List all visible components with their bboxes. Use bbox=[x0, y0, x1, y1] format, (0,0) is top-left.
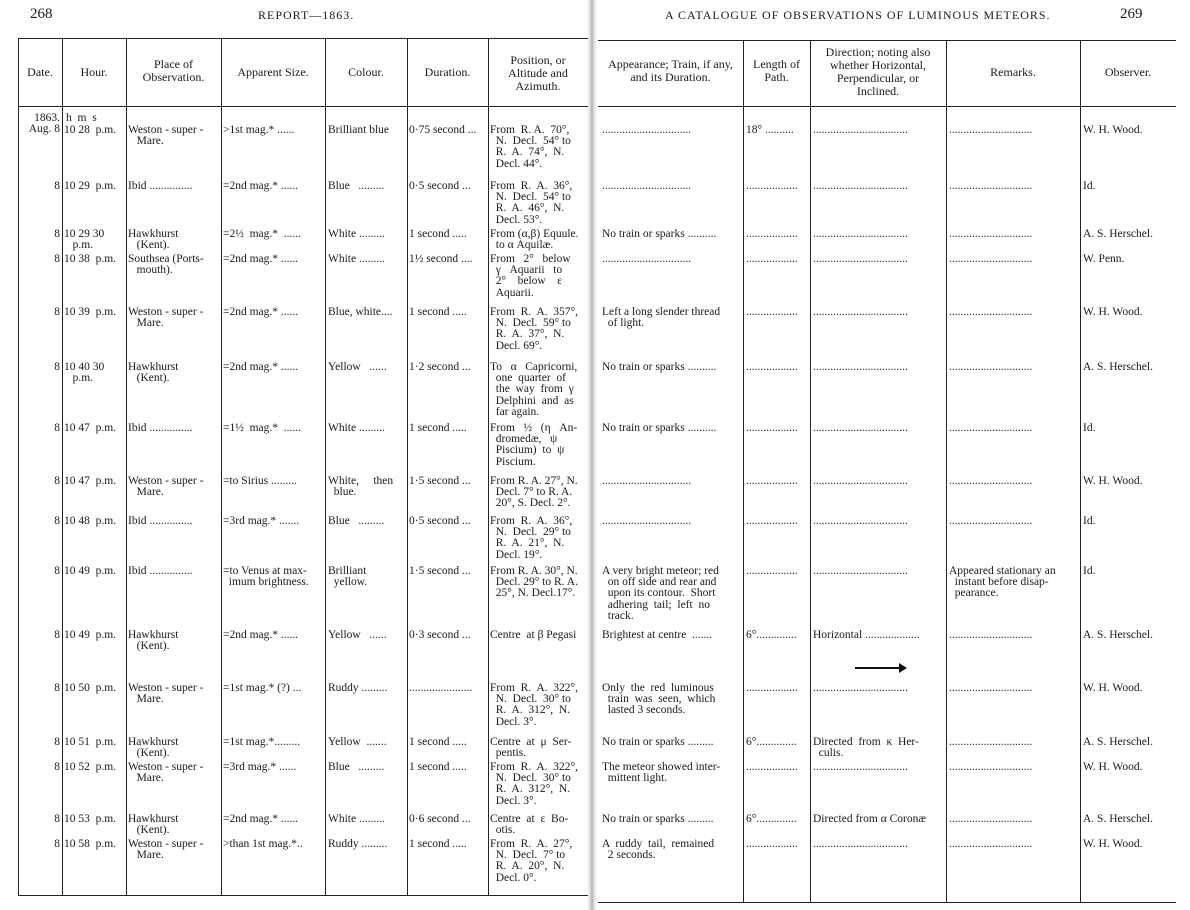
cell-length: .................. bbox=[746, 423, 798, 434]
col-header-hour: Hour. bbox=[80, 65, 108, 79]
cell-direction: ................................. bbox=[813, 229, 908, 240]
cell-duration: 1 second ..... bbox=[409, 762, 467, 773]
cell-appearance: Only the red luminous train was seen, which lasted 3 seconds. bbox=[602, 683, 716, 717]
cell-size: =3rd mag.* ...... bbox=[223, 762, 297, 773]
cell-observer: A. S. Herschel. bbox=[1083, 362, 1153, 373]
cell-duration: 1 second ..... bbox=[409, 423, 467, 434]
cell-size: =2nd mag.* ...... bbox=[223, 362, 299, 373]
cell-remarks: ............................. bbox=[949, 423, 1033, 434]
col-sep bbox=[488, 38, 489, 896]
cell-position: From R. A. 322°, N. Decl. 30° to R. A. 312°, N. Decl. 3°. bbox=[490, 683, 578, 728]
cell-observer: W. H. Wood. bbox=[1083, 762, 1143, 773]
cell-duration: 1·5 second ... bbox=[409, 476, 471, 487]
cell-length: .................. bbox=[746, 683, 798, 694]
cell-remarks: ............................. bbox=[949, 476, 1033, 487]
cell-duration: 1 second ..... bbox=[409, 737, 467, 748]
cell-place: Hawkhurst (Kent). bbox=[128, 814, 179, 837]
cell-observer: W. H. Wood. bbox=[1083, 476, 1143, 487]
cell-remarks: ............................. bbox=[949, 362, 1033, 373]
cell-colour: White ......... bbox=[328, 229, 385, 240]
cell-position: From R. A. 36°, N. Decl. 54° to R. A. 46°, N. Decl. 53°. bbox=[490, 181, 573, 226]
cell-hour: 10 38 p.m. bbox=[64, 254, 117, 265]
cell-remarks: Appeared stationary an instant before disap- pearance. bbox=[949, 566, 1056, 600]
cell-direction: Horizontal ................... bbox=[813, 630, 920, 641]
cell-direction: ................................. bbox=[813, 125, 908, 136]
cell-hour: 10 39 p.m. bbox=[64, 307, 117, 318]
cell-size: >1st mag.* ...... bbox=[223, 125, 295, 136]
cell-hour: 10 52 p.m. bbox=[64, 762, 117, 773]
cell-position: From R. A. 322°, N. Decl. 30° to R. A. 312°, N. Decl. 3°. bbox=[490, 762, 578, 807]
cell-appearance: ............................... bbox=[602, 181, 692, 192]
cell-direction: ................................. bbox=[813, 254, 908, 265]
cell-colour: White ......... bbox=[328, 254, 385, 265]
cell-appearance: ............................... bbox=[602, 254, 692, 265]
cell-size: =3rd mag.* ....... bbox=[223, 516, 300, 527]
right-top-rule bbox=[598, 40, 1176, 41]
cell-date: 8 bbox=[54, 229, 60, 240]
col-sep bbox=[62, 38, 63, 896]
cell-position: From R. A. 30°, N. Decl. 29° to R. A. 25°, N. Decl.17°. bbox=[490, 566, 578, 600]
cell-date: 8 bbox=[54, 516, 60, 527]
cell-direction: ................................. bbox=[813, 683, 908, 694]
cell-direction: ................................. bbox=[813, 423, 908, 434]
cell-observer: Id. bbox=[1083, 181, 1096, 192]
cell-direction: ................................. bbox=[813, 476, 908, 487]
book-spine bbox=[587, 0, 597, 910]
cell-colour: Yellow ...... bbox=[328, 362, 387, 373]
cell-place: Ibid ............... bbox=[128, 516, 193, 527]
cell-hour: 10 47 p.m. bbox=[64, 423, 117, 434]
cell-direction: ................................. bbox=[813, 181, 908, 192]
cell-direction: ................................. bbox=[813, 362, 908, 373]
cell-observer: W. H. Wood. bbox=[1083, 839, 1143, 850]
cell-duration: 1 second ..... bbox=[409, 307, 467, 318]
cell-remarks: ............................. bbox=[949, 762, 1033, 773]
cell-place: Weston - super - Mare. bbox=[128, 839, 204, 862]
cell-direction: ................................. bbox=[813, 516, 908, 527]
cell-date: 8 bbox=[54, 566, 60, 577]
cell-hour: 10 50 p.m. bbox=[64, 683, 117, 694]
cell-place: Southsea (Ports- mouth). bbox=[128, 254, 204, 277]
cell-date: 8 bbox=[54, 762, 60, 773]
cell-colour: Ruddy ......... bbox=[328, 839, 388, 850]
cell-observer: W. Penn. bbox=[1083, 254, 1125, 265]
cell-observer: A. S. Herschel. bbox=[1083, 229, 1153, 240]
cell-place: Weston - super - Mare. bbox=[128, 762, 204, 785]
cell-hour: 10 28 p.m. bbox=[64, 125, 117, 136]
cell-position: From R. A. 27°, N. Decl. 7° to R. A. 20°, S. Decl. 2°. bbox=[490, 476, 578, 510]
cell-observer: W. H. Wood. bbox=[1083, 125, 1143, 136]
cell-size: =2nd mag.* ...... bbox=[223, 307, 299, 318]
cell-duration: 1·2 second ... bbox=[409, 362, 471, 373]
cell-direction: ................................. bbox=[813, 566, 908, 577]
col-header-duration: Duration. bbox=[424, 65, 471, 79]
cell-duration: 0·6 second ... bbox=[409, 814, 471, 825]
cell-duration: ...................... bbox=[409, 683, 473, 694]
cell-hour: 10 58 p.m. bbox=[64, 839, 117, 850]
cell-place: Ibid ............... bbox=[128, 181, 193, 192]
cell-size: =to Sirius ......... bbox=[223, 476, 297, 487]
col-header-length: Length of Path. bbox=[753, 57, 800, 84]
cell-hour: 10 49 p.m. bbox=[64, 566, 117, 577]
cell-appearance: ............................... bbox=[602, 125, 692, 136]
cell-length: 18° .......... bbox=[746, 125, 794, 136]
cell-length: .................. bbox=[746, 229, 798, 240]
cell-appearance: No train or sparks .......... bbox=[602, 362, 717, 373]
col-header-appearance: Appearance; Train, if any, and its Duration. bbox=[608, 57, 733, 84]
cell-size: =1½ mag.* ...... bbox=[223, 423, 302, 434]
cell-length: .................. bbox=[746, 839, 798, 850]
cell-appearance: Left a long slender thread of light. bbox=[602, 307, 721, 330]
right-bottom-rule bbox=[598, 902, 1176, 903]
cell-hour: 10 53 p.m. bbox=[64, 814, 117, 825]
cell-size: =2½ mag.* ...... bbox=[223, 229, 302, 240]
cell-date: 8 bbox=[54, 630, 60, 641]
cell-direction: ................................. bbox=[813, 839, 908, 850]
cell-hour: 10 47 p.m. bbox=[64, 476, 117, 487]
cell-place: Weston - super - Mare. bbox=[128, 125, 204, 148]
left-page-title: REPORT—1863. bbox=[258, 8, 355, 22]
cell-observer: A. S. Herschel. bbox=[1083, 814, 1153, 825]
cell-date: 8 bbox=[54, 423, 60, 434]
cell-direction: ................................. bbox=[813, 307, 908, 318]
cell-length: 6°.............. bbox=[746, 737, 797, 748]
col-header-remarks: Remarks. bbox=[990, 65, 1036, 79]
cell-appearance: ............................... bbox=[602, 476, 692, 487]
cell-size: =2nd mag.* ...... bbox=[223, 181, 299, 192]
cell-position: Centre at ε Bo- otis. bbox=[490, 814, 569, 837]
cell-length: 6°.............. bbox=[746, 630, 797, 641]
cell-length: .................. bbox=[746, 181, 798, 192]
col-header-position: Position, or Altitude and Azimuth. bbox=[508, 53, 568, 93]
cell-date: 8 bbox=[54, 362, 60, 373]
cell-remarks: ............................. bbox=[949, 254, 1033, 265]
cell-date: 8 bbox=[54, 476, 60, 487]
left-page-number: 268 bbox=[30, 6, 53, 22]
cell-position: From (α,β) Equule. to α Aquilæ. bbox=[490, 229, 579, 252]
cell-date: 1863. Aug. 8 bbox=[28, 113, 60, 136]
col-header-colour: Colour. bbox=[348, 65, 384, 79]
cell-position: From 2° below γ Aquarii to 2° below ε Aquarii. bbox=[490, 254, 571, 299]
cell-appearance: No train or sparks .......... bbox=[602, 423, 717, 434]
cell-date: 8 bbox=[54, 737, 60, 748]
cell-hour: 10 49 p.m. bbox=[64, 630, 117, 641]
col-sep bbox=[407, 38, 408, 896]
cell-appearance: Brightest at centre ....... bbox=[602, 630, 713, 641]
cell-appearance: A very bright meteor; red on off side and rear and upon its contour. Short adhering tail; left no track. bbox=[602, 566, 719, 622]
col-header-date: Date. bbox=[27, 65, 53, 79]
cell-place: Hawkhurst (Kent). bbox=[128, 362, 179, 385]
cell-place: Hawkhurst (Kent). bbox=[128, 229, 179, 252]
cell-size: =2nd mag.* ...... bbox=[223, 630, 299, 641]
cell-hour: 10 29 30 p.m. bbox=[64, 229, 105, 252]
col-sep bbox=[810, 40, 811, 903]
cell-colour: Blue ......... bbox=[328, 516, 385, 527]
cell-remarks: ............................. bbox=[949, 839, 1033, 850]
cell-duration: 1 second ..... bbox=[409, 839, 467, 850]
cell-length: .................. bbox=[746, 566, 798, 577]
col-sep bbox=[18, 38, 19, 896]
col-sep bbox=[126, 38, 127, 896]
cell-observer: Id. bbox=[1083, 423, 1096, 434]
col-sep bbox=[1080, 40, 1081, 903]
cell-remarks: ............................. bbox=[949, 630, 1033, 641]
col-sep bbox=[325, 38, 326, 896]
cell-duration: 0·5 second ... bbox=[409, 516, 471, 527]
cell-duration: 1½ second .... bbox=[409, 254, 473, 265]
cell-direction: Directed from α Coronæ bbox=[813, 814, 927, 825]
cell-remarks: ............................. bbox=[949, 181, 1033, 192]
cell-duration: 0·75 second ... bbox=[409, 125, 477, 136]
cell-observer: W. H. Wood. bbox=[1083, 683, 1143, 694]
cell-colour: White ......... bbox=[328, 814, 385, 825]
cell-observer: A. S. Herschel. bbox=[1083, 630, 1153, 641]
cell-place: Ibid ............... bbox=[128, 423, 193, 434]
left-header-rule bbox=[18, 106, 588, 107]
cell-position: From ½ (η An- dromedæ, ψ Piscium) to ψ Piscium. bbox=[490, 423, 578, 468]
cell-appearance: No train or sparks .......... bbox=[602, 229, 717, 240]
cell-size: =2nd mag.* ...... bbox=[223, 254, 299, 265]
cell-place: Weston - super - Mare. bbox=[128, 307, 204, 330]
col-header-observer: Observer. bbox=[1104, 65, 1152, 79]
cell-size: =1st mag.*......... bbox=[223, 737, 301, 748]
cell-colour: Blue ......... bbox=[328, 181, 385, 192]
cell-date: 8 bbox=[54, 307, 60, 318]
cell-hour: 10 29 p.m. bbox=[64, 181, 117, 192]
cell-appearance: ............................... bbox=[602, 516, 692, 527]
cell-position: Centre at β Pegasi bbox=[490, 630, 577, 641]
cell-appearance: No train or sparks ......... bbox=[602, 814, 714, 825]
cell-appearance: No train or sparks ......... bbox=[602, 737, 714, 748]
cell-length: 6°.............. bbox=[746, 814, 797, 825]
right-header-rule bbox=[598, 106, 1176, 107]
cell-colour: Yellow ...... bbox=[328, 630, 387, 641]
col-sep bbox=[221, 38, 222, 896]
cell-direction: Directed from κ Her- culis. bbox=[813, 737, 919, 760]
cell-appearance: A ruddy tail, remained 2 seconds. bbox=[602, 839, 715, 862]
col-sep bbox=[743, 40, 744, 903]
cell-remarks: ............................. bbox=[949, 307, 1033, 318]
cell-colour: Blue, white.... bbox=[328, 307, 393, 318]
cell-date: 8 bbox=[54, 181, 60, 192]
col-header-place: Place of Observation. bbox=[142, 57, 205, 84]
cell-observer: A. S. Herschel. bbox=[1083, 737, 1153, 748]
cell-date: 8 bbox=[54, 839, 60, 850]
cell-length: .................. bbox=[746, 762, 798, 773]
cell-place: Hawkhurst (Kent). bbox=[128, 737, 179, 760]
cell-position: From R. A. 27°, N. Decl. 7° to R. A. 20°, N. Decl. 0°. bbox=[490, 839, 573, 884]
cell-length: .................. bbox=[746, 362, 798, 373]
cell-colour: White ......... bbox=[328, 423, 385, 434]
left-top-rule bbox=[18, 38, 588, 39]
cell-position: From R. A. 70°, N. Decl. 54° to R. A. 74°, N. Decl. 44°. bbox=[490, 125, 571, 170]
cell-size: =2nd mag.* ...... bbox=[223, 814, 299, 825]
right-page-number: 269 bbox=[1120, 6, 1143, 22]
cell-place: Weston - super - Mare. bbox=[128, 476, 204, 499]
cell-length: .................. bbox=[746, 307, 798, 318]
cell-place: Weston - super - Mare. bbox=[128, 683, 204, 706]
cell-direction: ................................. bbox=[813, 762, 908, 773]
cell-colour: Yellow ....... bbox=[328, 737, 387, 748]
cell-duration: 1 second ..... bbox=[409, 229, 467, 240]
col-sep bbox=[946, 40, 947, 903]
cell-colour: Ruddy ......... bbox=[328, 683, 388, 694]
cell-hour: 10 48 p.m. bbox=[64, 516, 117, 527]
cell-length: .................. bbox=[746, 476, 798, 487]
cell-place: Ibid ............... bbox=[128, 566, 193, 577]
cell-size: =to Venus at max- imum brightness. bbox=[223, 566, 309, 589]
cell-position: To α Capricorni, one quarter of the way from γ Delphini and as far again. bbox=[490, 362, 578, 418]
cell-remarks: ............................. bbox=[949, 125, 1033, 136]
cell-observer: W. H. Wood. bbox=[1083, 307, 1143, 318]
cell-position: From R. A. 36°, N. Decl. 29° to R. A. 21°, N. Decl. 19°. bbox=[490, 516, 573, 561]
cell-length: .................. bbox=[746, 254, 798, 265]
cell-size: >than 1st mag.*.. bbox=[223, 839, 303, 850]
cell-colour: Brilliant yellow. bbox=[328, 566, 368, 589]
cell-observer: Id. bbox=[1083, 566, 1096, 577]
cell-date: 8 bbox=[54, 814, 60, 825]
cell-colour: Brilliant blue bbox=[328, 125, 390, 136]
cell-size: =1st mag.* (?) ... bbox=[223, 683, 302, 694]
cell-place: Hawkhurst (Kent). bbox=[128, 630, 179, 653]
cell-date: 8 bbox=[54, 683, 60, 694]
cell-date: 8 bbox=[54, 254, 60, 265]
cell-position: From R. A. 357°, N. Decl. 59° to R. A. 37°, N. Decl. 69°. bbox=[490, 307, 578, 352]
cell-appearance: The meteor showed inter- mittent light. bbox=[602, 762, 721, 785]
cell-duration: 0·5 second ... bbox=[409, 181, 471, 192]
cell-remarks: ............................. bbox=[949, 814, 1033, 825]
col-header-size: Apparent Size. bbox=[237, 65, 309, 79]
cell-remarks: ............................. bbox=[949, 229, 1033, 240]
cell-hour: 10 40 30 p.m. bbox=[64, 362, 105, 385]
right-page-title: A CATALOGUE OF OBSERVATIONS OF LUMINOUS METEORS. bbox=[665, 8, 1051, 22]
cell-duration: 1·5 second ... bbox=[409, 566, 471, 577]
cell-remarks: ............................. bbox=[949, 737, 1033, 748]
cell-observer: Id. bbox=[1083, 516, 1096, 527]
cell-position: Centre at μ Ser- pentis. bbox=[490, 737, 572, 760]
hour-units: h m s bbox=[66, 112, 97, 124]
cell-colour: Blue ......... bbox=[328, 762, 385, 773]
direction-arrow-icon bbox=[855, 667, 901, 669]
cell-length: .................. bbox=[746, 516, 798, 527]
cell-remarks: ............................. bbox=[949, 683, 1033, 694]
cell-hour: 10 51 p.m. bbox=[64, 737, 117, 748]
cell-colour: White, then blue. bbox=[328, 476, 394, 499]
cell-remarks: ............................. bbox=[949, 516, 1033, 527]
cell-duration: 0·3 second ... bbox=[409, 630, 471, 641]
left-bottom-rule bbox=[18, 895, 588, 896]
col-header-direction: Direction; noting also whether Horizontal, Perpendicular, or Inclined. bbox=[825, 45, 931, 98]
